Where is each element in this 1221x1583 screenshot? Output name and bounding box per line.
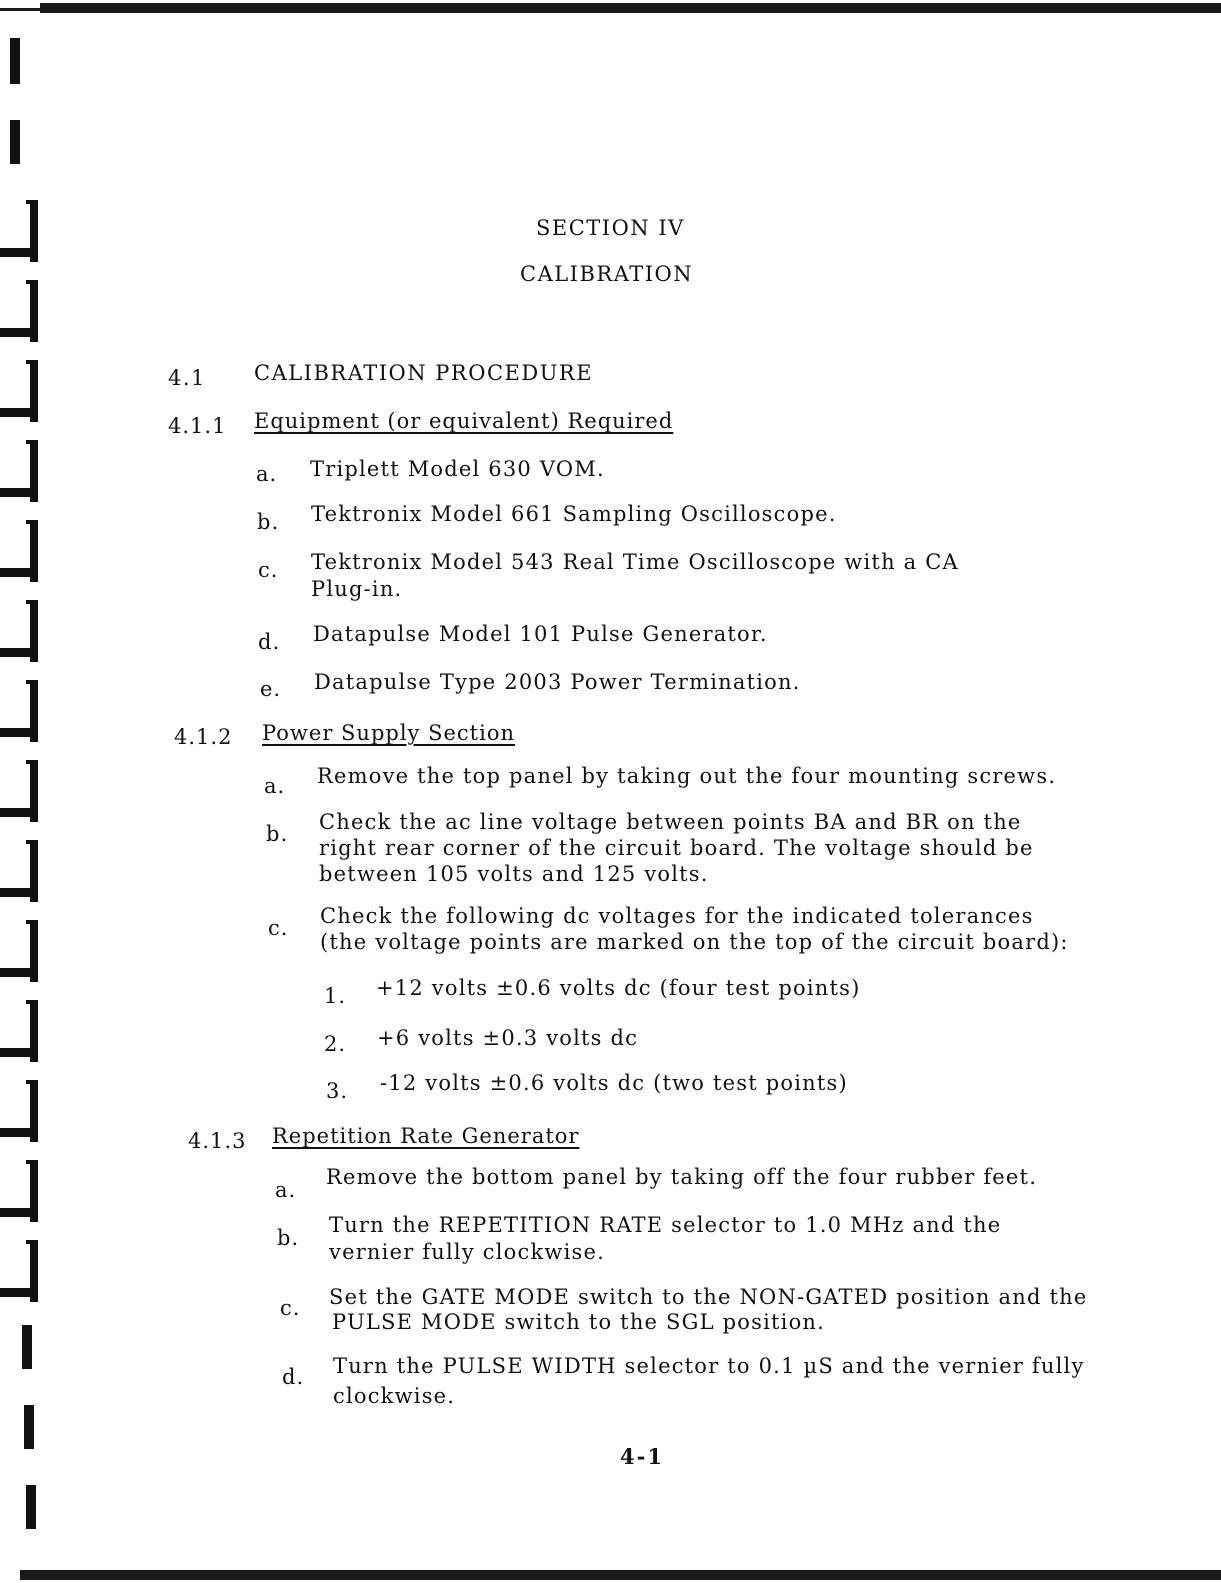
list-item-text: Triplett Model 630 VOM. [310,457,605,481]
section-heading-4-1-3: Repetition Rate Generator [272,1124,580,1148]
binding-bracket [0,1080,44,1142]
page-number: 4-1 [620,1444,664,1469]
list-item-text: PULSE MODE switch to the SGL position. [332,1310,826,1334]
list-item-text: Remove the bottom panel by taking off the four rubber feet. [326,1165,1038,1189]
section-number-4-1-1: 4.1.1 [168,414,227,438]
top-edge-rule [40,3,1221,13]
binding-bracket [0,1240,44,1302]
binding-bracket [0,680,44,742]
binding-bracket [0,200,44,262]
section-title: SECTION IV [536,216,685,240]
binding-bar [26,1485,36,1529]
sublist-label: 1. [324,984,347,1008]
section-number-4-1: 4.1 [168,366,206,390]
binding-bracket [0,760,44,822]
sublist-label: 2. [324,1032,347,1056]
binding-bracket [0,600,44,662]
list-label: e. [260,677,282,701]
section-heading-4-1-2: Power Supply Section [262,721,515,745]
list-label: b. [257,510,280,534]
bottom-edge-rule [20,1570,1221,1580]
list-item-text: Check the ac line voltage between points BA and BR on the [319,810,1022,834]
binding-bracket [0,1160,44,1222]
binding-marks [0,0,70,1583]
sublist-item-text: +12 volts ±0.6 volts dc (four test points) [376,976,861,1000]
list-item-text: Plug-in. [311,577,403,601]
binding-bracket [0,520,44,582]
binding-bracket [0,280,44,342]
binding-bracket [0,920,44,982]
binding-bar [22,1325,32,1369]
list-label: a. [275,1178,297,1202]
section-heading-4-1: CALIBRATION PROCEDURE [254,361,594,385]
list-label: b. [266,822,289,846]
list-item-text: clockwise. [333,1384,456,1408]
list-item-text: Turn the PULSE WIDTH selector to 0.1 µS and the vernier fully [333,1354,1085,1378]
list-item-text: Check the following dc voltages for the indicated tolerances [320,904,1034,928]
binding-bar [10,38,20,84]
list-label: a. [256,462,278,486]
list-item-text: right rear corner of the circuit board. The voltage should be [319,836,1034,860]
section-subtitle: CALIBRATION [520,262,694,286]
list-label: b. [277,1226,300,1250]
list-item-text: Datapulse Type 2003 Power Termination. [314,670,801,694]
list-label: c. [280,1296,301,1320]
list-item-text: Tektronix Model 661 Sampling Oscilloscope. [311,502,837,526]
list-item-text: Remove the top panel by taking out the four mounting screws. [317,764,1057,788]
sublist-item-text: +6 volts ±0.3 volts dc [377,1026,639,1050]
list-item-text: (the voltage points are marked on the top of the circuit board): [320,930,1069,954]
sublist-item-text: -12 volts ±0.6 volts dc (two test points) [380,1071,848,1095]
section-number-4-1-3: 4.1.3 [188,1129,247,1153]
binding-bar [10,120,20,164]
list-item-text: Tektronix Model 543 Real Time Oscilloscope with a CA [311,550,959,574]
list-label: d. [258,630,281,654]
sublist-label: 3. [326,1079,349,1103]
binding-bracket [0,440,44,502]
list-label: c. [258,558,279,582]
binding-bracket [0,840,44,902]
binding-bracket [0,1000,44,1062]
list-item-text: between 105 volts and 125 volts. [319,862,709,886]
list-label: a. [264,774,286,798]
binding-bar [24,1405,34,1449]
list-label: c. [268,916,289,940]
list-item-text: vernier fully clockwise. [329,1240,605,1264]
list-item-text: Turn the REPETITION RATE selector to 1.0 MHz and the [329,1213,1002,1237]
list-item-text: Set the GATE MODE switch to the NON-GATED position and the [329,1285,1088,1309]
list-item-text: Datapulse Model 101 Pulse Generator. [313,622,768,646]
list-label: d. [282,1365,305,1389]
section-number-4-1-2: 4.1.2 [174,725,233,749]
binding-bracket [0,360,44,422]
section-heading-4-1-1: Equipment (or equivalent) Required [254,409,674,433]
